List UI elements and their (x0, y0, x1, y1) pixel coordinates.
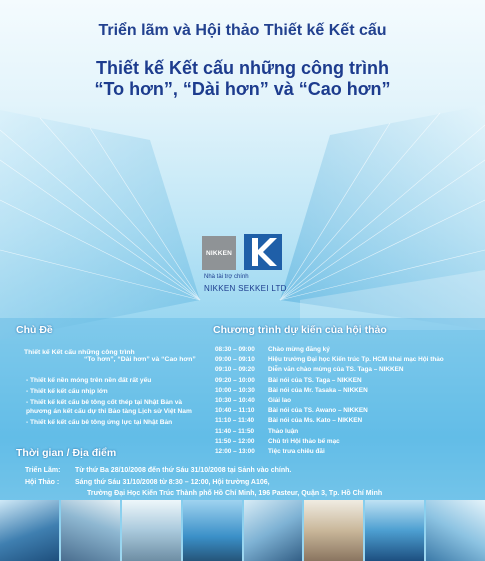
schedule-desc: Diễn văn chào mừng của TS. Taga – NIKKEN (268, 366, 404, 374)
building-photo (0, 500, 59, 561)
building-photo (365, 500, 424, 561)
schedule-row (215, 416, 481, 426)
schedule-time: 09:20 – 10:00 (215, 376, 255, 384)
schedule-desc: Bài nói của TS. Taga – NIKKEN (268, 376, 362, 384)
theme-subtitle: “To hơn”, “Dài hơn” và “Cao hơn” (84, 356, 196, 363)
schedule-time: 10:40 – 11:10 (215, 407, 255, 415)
schedule-row (215, 355, 481, 365)
theme-item: - Thiết kế kết cấu nhịp lớn (26, 388, 108, 396)
schedule-row (215, 345, 481, 355)
title-line-1: Thiết kế Kết cấu những công trình (95, 58, 390, 78)
sponsor-label: Nhà tài trợ chính (204, 274, 249, 280)
schedule-row (215, 437, 481, 447)
exhibit-row (25, 465, 480, 477)
photo-strip (0, 500, 485, 561)
schedule-row (215, 386, 481, 396)
schedule-desc: Bài nói của Mr. Tasaka – NIKKEN (268, 386, 368, 394)
schedule-row (215, 406, 481, 416)
schedule-desc: Chủ trì Hội thảo bế mạc (268, 437, 340, 445)
building-photo (183, 500, 242, 561)
schedule-time: 10:00 – 10:30 (215, 386, 255, 394)
schedule-time: 12:00 – 13:00 (215, 447, 255, 455)
exhibit-label: Triển Lãm: (25, 467, 61, 474)
building-photo (426, 500, 485, 561)
venue-info (25, 465, 480, 500)
building-photo (244, 500, 303, 561)
theme-item: - Thiết kế kết cấu bê tông cốt thép tại Nhật Bản và phương án kết cấu dự thi Bảo tàng Lịch sử Việt Nam (26, 399, 192, 415)
title-line-2: “To hơn”, “Dài hơn” và “Cao hơn” (94, 79, 391, 99)
theme-item: - Thiết kế kết cấu bê tông ứng lực tại Nhật Bản (26, 418, 173, 426)
theme-heading: Chủ Đề (16, 324, 53, 336)
schedule-row (215, 427, 481, 437)
schedule-table (215, 345, 481, 457)
venue-heading: Thời gian / Địa điểm (16, 447, 117, 459)
exhibit-text: Từ thứ Ba 28/10/2008 đến thứ Sáu 31/10/2008 tại Sảnh vào chính. (75, 467, 292, 474)
schedule-row (215, 365, 481, 375)
seminar-text: Sáng thứ Sáu 31/10/2008 từ 8:30 – 12:00, Hội trường A106, (75, 478, 270, 486)
nikken-sekkei-mark-icon (244, 234, 282, 270)
schedule-desc: Hiệu trưởng Đại học Kiến trúc Tp. HCM khai mạc Hội thảo (268, 356, 444, 364)
schedule-time: 11:10 – 11:40 (215, 417, 255, 425)
schedule-heading: Chương trình dự kiến của hội thảo (213, 324, 387, 336)
schedule-desc: Giải lao (268, 396, 292, 404)
schedule-time: 11:40 – 11:50 (215, 427, 255, 435)
schedule-row (215, 447, 481, 457)
schedule-desc: Chào mừng đăng ký (268, 346, 330, 353)
schedule-desc: Bài nói của Ms. Kato – NIKKEN (268, 417, 363, 425)
schedule-row (215, 376, 481, 386)
seminar-label: Hội Thảo : (25, 478, 60, 486)
theme-list (26, 377, 202, 430)
theme-item: - Thiết kế nền móng trên nền đất rất yếu (26, 377, 152, 384)
schedule-time: 10:30 – 10:40 (215, 396, 255, 404)
theme-title: Thiết kế Kết cấu những công trình (24, 349, 135, 356)
building-photo (122, 500, 181, 561)
building-photo (304, 500, 363, 561)
schedule-desc: Thảo luận (268, 427, 299, 435)
schedule-row (215, 396, 481, 406)
schedule-time: 09:00 – 09:10 (215, 356, 255, 364)
schedule-time: 11:50 – 12:00 (215, 437, 255, 445)
nikken-logo: NIKKEN (202, 236, 236, 270)
seminar-row (25, 477, 480, 489)
schedule-desc: Bài nói của TS. Awano – NIKKEN (268, 407, 368, 415)
sponsor-name: NIKKEN SEKKEI LTD (204, 284, 287, 293)
schedule-time: 09:10 – 09:20 (215, 366, 255, 374)
venue-address: Trường Đại Học Kiến Trúc Thành phố Hồ Chí Minh, 196 Pasteur, Quận 3, Tp. Hồ Chí Minh (87, 490, 383, 497)
supertitle: Triển lãm và Hội thảo Thiết kế Kết cấu (98, 22, 387, 39)
building-photo (61, 500, 120, 561)
schedule-desc: Tiệc trưa chiêu đãi (268, 447, 325, 455)
schedule-time: 08:30 – 09:00 (215, 346, 255, 353)
